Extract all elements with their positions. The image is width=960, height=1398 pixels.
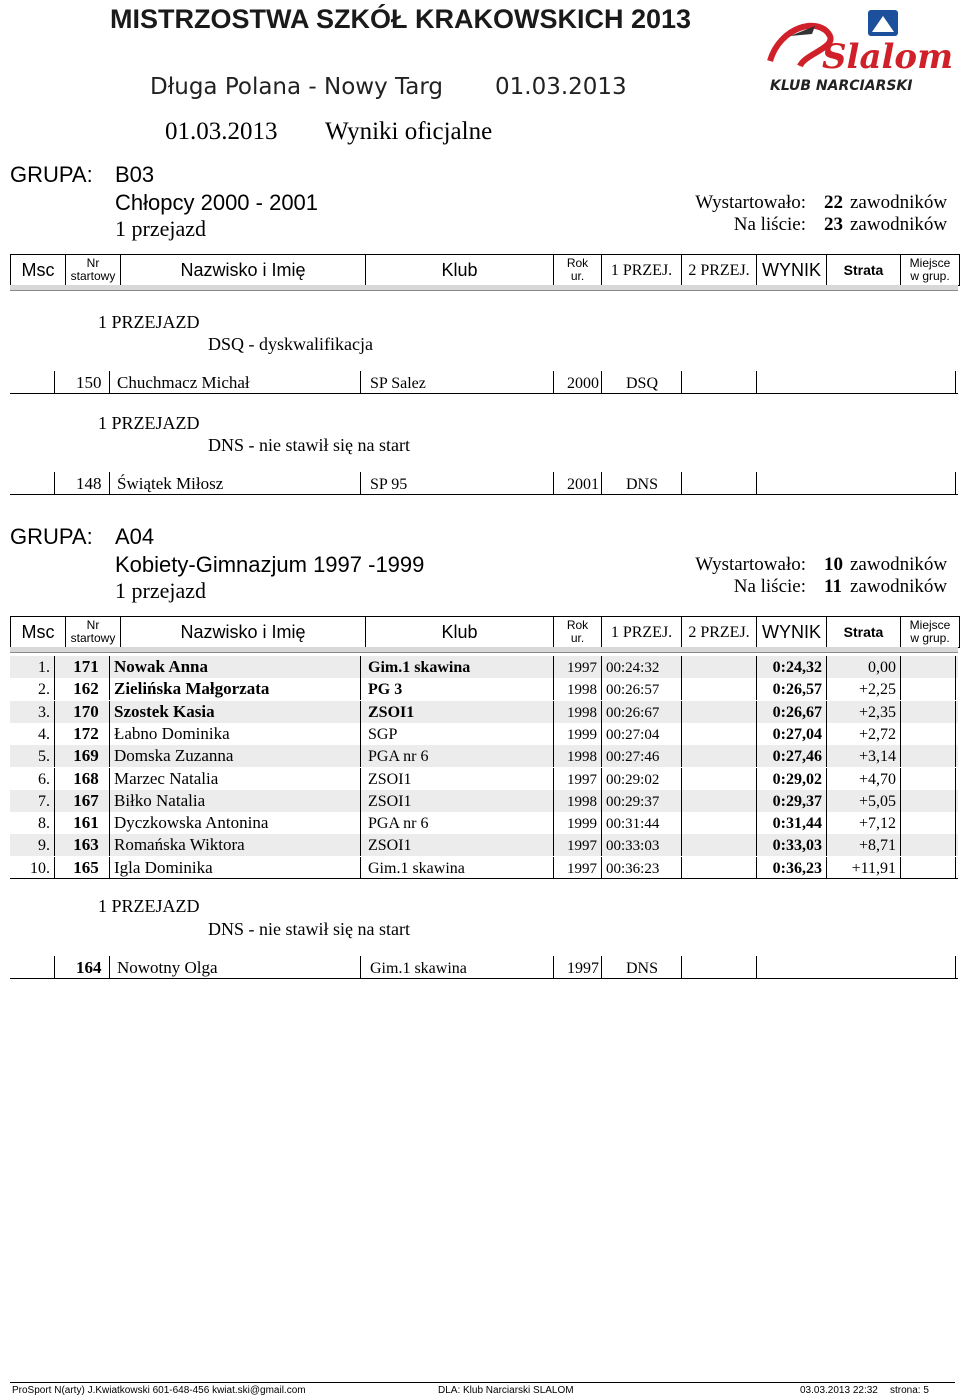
listed-label: Na liście: xyxy=(733,214,806,235)
cell-club: ZSOI1 xyxy=(368,770,412,788)
group-label: GRUPA: xyxy=(10,162,93,187)
cell-club: ZSOI1 xyxy=(368,792,412,810)
cell-year: 1997 xyxy=(567,860,597,877)
cell-nr: 171 xyxy=(73,657,99,676)
col-loss: Strata xyxy=(827,255,901,285)
cell-result: 0:31,44 xyxy=(772,815,822,833)
group-code: B03 xyxy=(115,162,155,187)
list-item: 148 Świątek Miłosz SP 95 2001 DNS xyxy=(10,472,958,495)
col-msc: Msc xyxy=(11,617,66,647)
section-dns-label: DNS - nie stawił się na start xyxy=(208,919,410,939)
cell-name: Nowak Anna xyxy=(114,657,209,676)
cell-name: Łabno Dominika xyxy=(114,723,230,743)
cell-loss: +4,70 xyxy=(858,770,896,788)
cell-loss: +5,05 xyxy=(858,792,896,810)
footer-page: strona: 5 xyxy=(890,1385,929,1396)
cell-year: 1999 xyxy=(567,816,597,833)
cell-name: Romańska Wiktora xyxy=(114,835,245,855)
cell-result: 0:27,04 xyxy=(772,725,822,743)
cell-msc: 9. xyxy=(38,837,50,855)
cell-run1: 00:29:37 xyxy=(606,793,660,810)
cell-result: 0:26,57 xyxy=(772,681,822,699)
started-label: Wystartowało: xyxy=(695,554,806,575)
cell-year: 1998 xyxy=(567,682,597,699)
cell-loss: +7,12 xyxy=(858,815,896,833)
listed-unit: zawodników xyxy=(850,576,948,597)
cell-club: PGA nr 6 xyxy=(368,748,429,766)
col-result: WYNIK xyxy=(757,617,827,647)
cell-loss: +2,72 xyxy=(858,725,896,743)
col-year: Rok ur. xyxy=(554,617,602,647)
cell-year: 1998 xyxy=(567,704,597,721)
cell-msc: 7. xyxy=(38,792,50,810)
cell-loss: +2,35 xyxy=(858,703,896,721)
group-category: Chłopcy 2000 - 2001 xyxy=(115,190,319,215)
cell-nr: 172 xyxy=(73,723,99,743)
section-dns-label: DNS - nie stawił się na start xyxy=(208,435,410,455)
cell-name: Szostek Kasia xyxy=(114,701,215,721)
col-club: Klub xyxy=(366,255,554,285)
cell-loss: +11,91 xyxy=(851,859,896,877)
cell-run1: 00:27:04 xyxy=(606,726,660,743)
cell-msc: 1. xyxy=(38,659,50,676)
cell-club: PGA nr 6 xyxy=(368,815,429,833)
cell-name: Igla Dominika xyxy=(114,857,213,877)
cell-club: PG 3 xyxy=(368,681,403,699)
cell-msc: 2. xyxy=(38,681,50,699)
cell-run1: 00:29:02 xyxy=(606,771,660,788)
col-name: Nazwisko i Imię xyxy=(121,255,366,285)
group-code: A04 xyxy=(115,524,155,549)
cell-club: ZSOI1 xyxy=(368,837,412,855)
listed-count: 11 xyxy=(824,576,842,597)
listed-unit: zawodników xyxy=(850,214,948,235)
col-year: Rok ur. xyxy=(554,255,602,285)
cell-nr: 162 xyxy=(73,679,99,699)
col-loss: Strata xyxy=(827,617,901,647)
cell-club: ZSOI1 xyxy=(368,703,415,721)
cell-run1: 00:26:57 xyxy=(606,682,660,699)
cell-run1: 00:36:23 xyxy=(606,860,660,877)
venue: Długa Polana - Nowy Targ xyxy=(150,74,444,100)
cell-run1: 00:33:03 xyxy=(606,838,660,855)
cell-name: Dyczkowska Antonina xyxy=(114,813,269,833)
cell-result: 0:36,23 xyxy=(772,859,822,877)
section-run-label: 1 PRZEJAZD xyxy=(98,312,200,332)
cell-loss: 0,00 xyxy=(868,659,896,676)
group-runs: 1 przejazd xyxy=(115,216,206,241)
col-place: Miejsce w grup. xyxy=(909,256,951,283)
col-nr: Nr startowy xyxy=(66,617,121,647)
listed-label: Na liście: xyxy=(733,576,806,597)
cell-msc: 6. xyxy=(38,770,50,788)
cell-nr: 168 xyxy=(73,768,99,788)
footer-credit: ProSport N(arty) J.Kwiatkowski 601-648-456 kwiat.ski@gmail.com xyxy=(12,1385,306,1396)
cell-result: 0:29,02 xyxy=(772,770,822,788)
cell-name: Marzec Natalia xyxy=(114,768,219,788)
cell-run1: 00:24:32 xyxy=(606,660,660,676)
col-club: Klub xyxy=(366,617,554,647)
listed-count: 23 xyxy=(824,214,843,235)
cell-year: 1997 xyxy=(567,660,597,676)
col-run1: 1 PRZEJ. xyxy=(602,255,682,285)
col-run1: 1 PRZEJ. xyxy=(602,617,682,647)
cell-club: Gim.1 skawina xyxy=(368,859,465,877)
cell-year: 1999 xyxy=(567,726,597,743)
started-count: 22 xyxy=(824,192,843,213)
cell-nr: 167 xyxy=(73,790,99,810)
started-count: 10 xyxy=(824,554,843,575)
cell-loss: +8,71 xyxy=(858,837,896,855)
col-name: Nazwisko i Imię xyxy=(121,617,366,647)
group-runs: 1 przejazd xyxy=(115,578,206,603)
cell-result: 0:29,37 xyxy=(772,792,822,810)
started-unit: zawodników xyxy=(850,192,948,213)
cell-year: 1998 xyxy=(567,793,597,810)
group-category: Kobiety-Gimnazjum 1997 -1999 xyxy=(115,552,425,577)
results-subtitle: Wyniki oficjalne xyxy=(325,118,493,145)
cell-result: 0:26,67 xyxy=(772,703,822,721)
cell-result: 0:33,03 xyxy=(772,837,822,855)
col-run2: 2 PRZEJ. xyxy=(682,617,757,647)
cell-nr: 169 xyxy=(73,746,99,766)
logo-text: KLUB NARCIARSKI xyxy=(770,78,913,94)
cell-msc: 10. xyxy=(30,859,50,877)
cell-result: 0:27,46 xyxy=(772,748,822,766)
footer-datetime: 03.03.2013 22:32 xyxy=(800,1385,878,1396)
cell-loss: +3,14 xyxy=(858,748,896,766)
col-nr: Nr startowy xyxy=(66,255,121,285)
cell-club: Gim.1 skawina xyxy=(368,659,471,676)
started-unit: zawodników xyxy=(850,554,948,575)
venue-date: 01.03.2013 xyxy=(495,74,627,100)
col-run2: 2 PRZEJ. xyxy=(682,255,757,285)
event-date: 01.03.2013 xyxy=(165,118,278,145)
cell-msc: 3. xyxy=(38,703,50,721)
footer xyxy=(10,1382,955,1398)
cell-loss: +2,25 xyxy=(858,681,896,699)
cell-year: 1997 xyxy=(567,838,597,855)
cell-run1: 00:26:67 xyxy=(606,704,660,721)
logo-script: Slalom xyxy=(822,37,954,77)
page-title: MISTRZOSTWA SZKÓŁ KRAKOWSKICH 2013 xyxy=(110,4,692,34)
cell-nr: 161 xyxy=(73,813,99,833)
cell-nr: 163 xyxy=(73,835,99,855)
header-divider xyxy=(10,647,958,653)
group-label: GRUPA: xyxy=(10,524,93,549)
cell-name: Domska Zuzanna xyxy=(114,746,234,766)
cell-year: 1998 xyxy=(567,749,597,766)
list-item: 164 Nowotny Olga Gim.1 skawina 1997 DNS xyxy=(10,956,958,979)
cell-msc: 8. xyxy=(38,815,50,833)
col-place: Miejsce w grup. xyxy=(909,618,951,645)
cell-nr: 165 xyxy=(73,857,99,877)
section-run-label: 1 PRZEJAZD xyxy=(98,896,200,916)
col-msc: Msc xyxy=(11,255,66,285)
table-header xyxy=(10,616,960,648)
section-run-label: 1 PRZEJAZD xyxy=(98,413,200,433)
cell-name: Zielińska Małgorzata xyxy=(114,679,270,699)
cell-run1: 00:31:44 xyxy=(606,816,660,833)
cell-nr: 170 xyxy=(73,701,99,721)
cell-year: 1997 xyxy=(567,771,597,788)
cell-result: 0:24,32 xyxy=(772,659,822,676)
cell-msc: 5. xyxy=(38,748,50,766)
section-dsq-label: DSQ - dyskwalifikacja xyxy=(208,334,373,354)
footer-client: DLA: Klub Narciarski SLALOM xyxy=(438,1385,574,1396)
cell-club: SGP xyxy=(368,725,398,743)
club-logo xyxy=(760,6,955,94)
table-header xyxy=(10,254,960,286)
started-label: Wystartowało: xyxy=(695,192,806,213)
header-divider xyxy=(10,285,958,291)
list-item: 150 Chuchmacz Michał SP Salez 2000 DSQ xyxy=(10,371,958,394)
cell-msc: 4. xyxy=(38,725,50,743)
cell-name: Biłko Natalia xyxy=(114,790,206,810)
cell-run1: 00:27:46 xyxy=(606,749,660,766)
table-frame xyxy=(10,656,958,879)
col-result: WYNIK xyxy=(757,255,827,285)
